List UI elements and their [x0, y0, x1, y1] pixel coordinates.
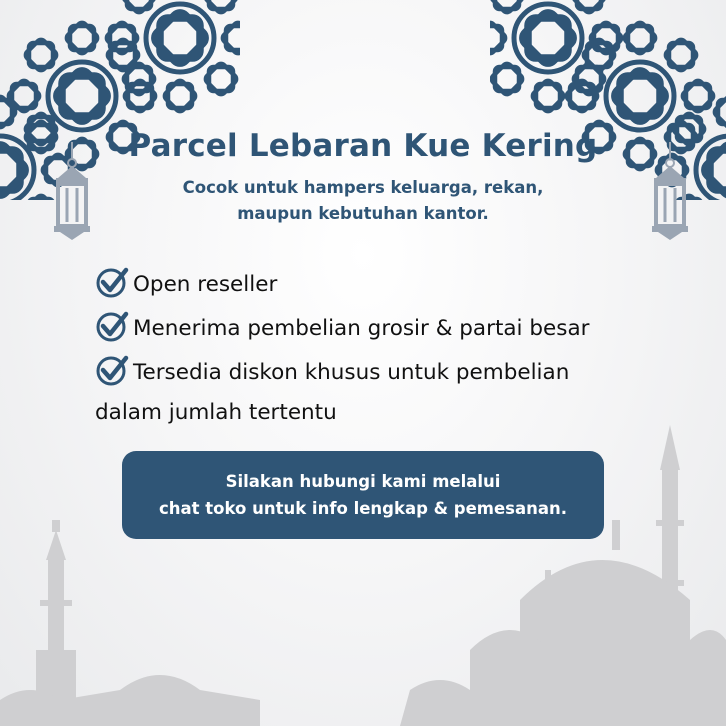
- feature-list: [95, 265, 685, 437]
- contact-banner-line-1: Silakan hubungi kami melalui: [225, 472, 501, 491]
- feature-text-line: Open reseller: [133, 272, 278, 297]
- feature-text: [95, 353, 570, 433]
- subtitle-line-1: Cocok untuk hampers keluarga, rekan,: [182, 178, 544, 197]
- subtitle-line-2: maupun kebutuhan kantor.: [237, 204, 489, 223]
- feature-text-line: Menerima pembelian grosir & partai besar: [133, 316, 590, 341]
- feature-text-line: dalam jumlah tertentu: [95, 400, 337, 425]
- page-title: Parcel Lebaran Kue Kering: [128, 128, 598, 164]
- feature-text: [133, 265, 277, 305]
- feature-item-wholesale: [95, 309, 685, 349]
- feature-text: [133, 309, 589, 349]
- contact-banner-line-2: chat toko untuk info lengkap & pemesanan.: [158, 499, 568, 518]
- subtitle: [0, 175, 726, 227]
- check-circle-icon: [95, 265, 129, 299]
- check-circle-icon: [95, 309, 129, 343]
- contact-banner: [122, 451, 604, 539]
- feature-item-discount: [95, 353, 685, 433]
- feature-text-line: Tersedia diskon khusus untuk pembelian: [133, 360, 570, 385]
- feature-item-reseller: [95, 265, 685, 305]
- check-circle-icon: [95, 353, 129, 387]
